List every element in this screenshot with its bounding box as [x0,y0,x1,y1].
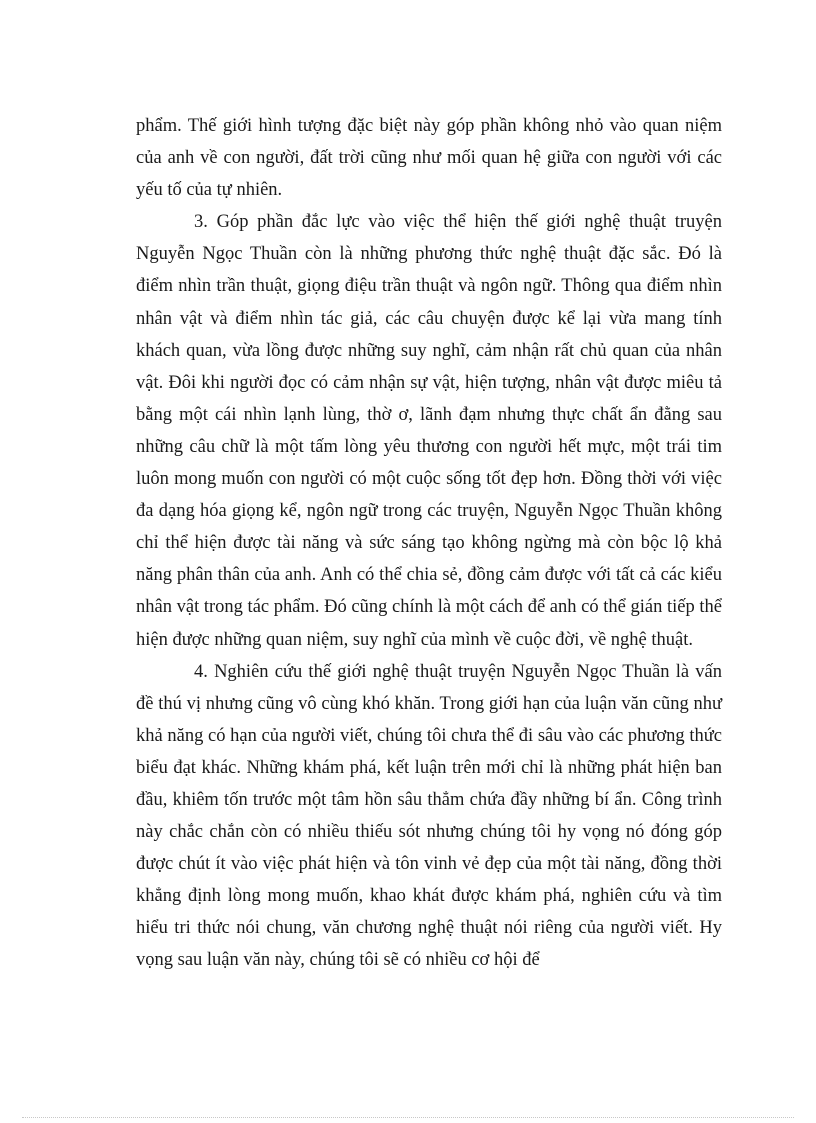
paragraph-3: 3. Góp phần đắc lực vào việc thể hiện thế giới nghệ thuật truyện Nguyễn Ngọc Thuần còn là những phương thức nghệ thuật đặc sắc. Đó là điểm nhìn trần thuật, giọng điệu trần thuật và ngôn ngữ. Thông qua điểm nhìn nhân vật và điểm nhìn tác giả, các câu chuyện được kể lại vừa mang tính khách quan, vừa lồng được những suy nghĩ, cảm nhận rất chủ quan của nhân vật. Đôi khi người đọc có cảm nhận sự vật, hiện tượng, nhân vật được miêu tả bằng một cái nhìn lạnh lùng, thờ ơ, lãnh đạm nhưng thực chất ẩn đằng sau những câu chữ là một tấm lòng yêu thương con người hết mực, một trái tim luôn mong muốn con người có một cuộc sống tốt đẹp hơn. Đồng thời với việc đa dạng hóa giọng kể, ngôn ngữ trong các truyện, Nguyễn Ngọc Thuần không chỉ thể hiện được tài năng và sức sáng tạo không ngừng mà còn bộc lộ khả năng phân thân của anh. Anh có thể chia sẻ, đồng cảm được với tất cả các kiểu nhân vật trong tác phẩm. Đó cũng chính là một cách để anh có thể gián tiếp thể hiện được những quan niệm, suy nghĩ của mình về cuộc đời, về nghệ thuật. [136,212,722,650]
paragraph-4: 4. Nghiên cứu thế giới nghệ thuật truyện Nguyễn Ngọc Thuần là vấn đề thú vị nhưng cũng vô cùng khó khăn. Trong giới hạn của luận văn cũng như khả năng có hạn của người viết, chúng tôi chưa thể đi sâu vào các phương thức biểu đạt khác. Những khám phá, kết luận trên mới chỉ là những phát hiện ban đầu, khiêm tốn trước một tâm hồn sâu thẳm chứa đầy những bí ẩn. Công trình này chắc chắn còn có nhiều thiếu sót nhưng chúng tôi hy vọng nó đóng góp được chút ít vào việc phát hiện và tôn vinh vẻ đẹp của một tài năng, đồng thời khẳng định lòng mong muốn, khao khát được khám phá, nghiên cứu và tìm hiểu tri thức nói chung, văn chương nghệ thuật nói riêng của người viết. Hy vọng sau luận văn này, chúng tôi sẽ có nhiều cơ hội để [136,661,722,971]
document-body [136,110,722,977]
paragraph-continuation: phẩm. Thế giới hình tượng đặc biệt này góp phần không nhỏ vào quan niệm của anh về con người, đất trời cũng như mối quan hệ giữa con người với các yếu tố của tự nhiên. [136,116,722,201]
page-bottom-divider [22,1117,794,1118]
